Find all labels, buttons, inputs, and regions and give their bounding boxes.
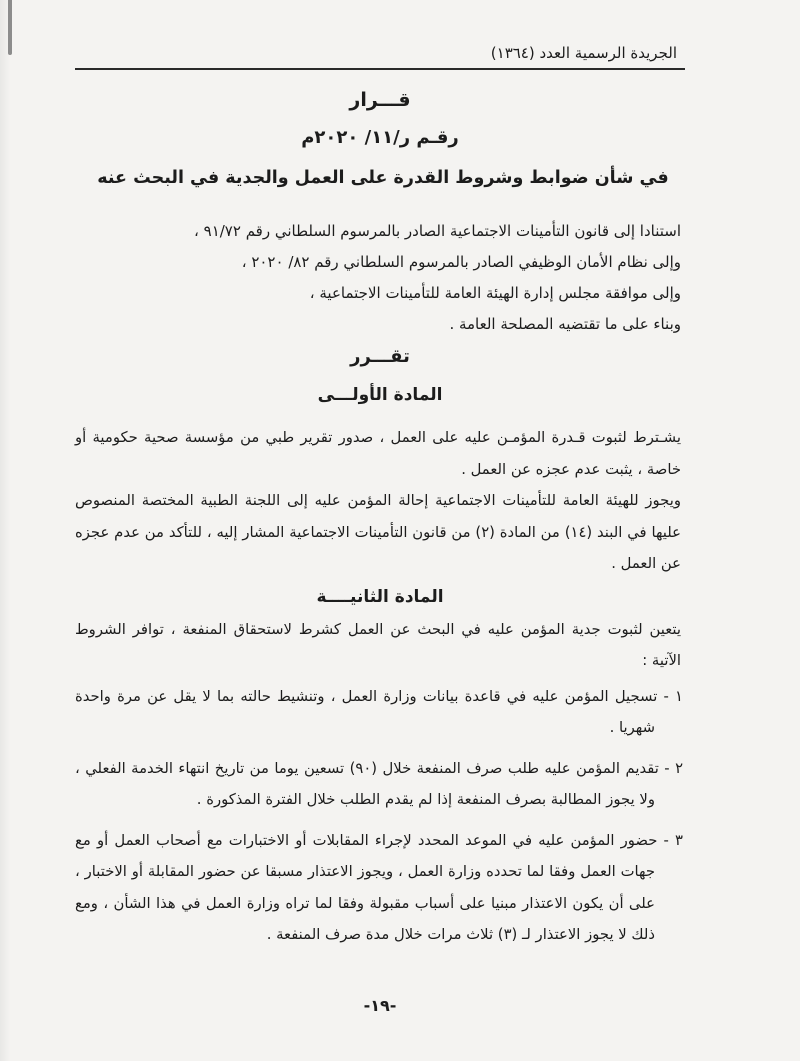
condition-item: ١ - تسجيل المؤمن عليه في قاعدة بيانات وزارة العمل ، وتنشيط حالته بما لا يقل عن مرة واحدة شهريا .	[75, 687, 683, 736]
article-one-paragraph-1: يشـترط لثبوت قـدرة المؤمـن عليه على العمل ، صدور تقرير طبي من مؤسسة صحية حكومية أو خاصة ، يثبت عدم عجزه عن العمل .	[75, 429, 681, 478]
preamble-line: وبناء على ما تقتضيه المصلحة العامة .	[449, 315, 681, 333]
scan-edge	[0, 0, 10, 1061]
condition-item: ٢ - تقديم المؤمن عليه طلب صرف المنفعة خلال (٩٠) تسعين يوما من تاريخ انتهاء الخدمة الفعلي ، ولا يجوز المطالبة بصرف المنفعة إذا لم يقدم الطلب خلال الفترة المذكورة .	[75, 759, 684, 808]
decided-heading: تقـــرر	[350, 346, 410, 367]
preamble	[75, 216, 685, 340]
article-one-heading: المادة الأولـــى	[317, 385, 443, 405]
decision-title: قـــرار	[349, 89, 411, 111]
gazette-header	[75, 38, 685, 70]
scan-artifact-mark	[8, 0, 12, 55]
page-number: -١٩-	[363, 996, 397, 1015]
preamble-line: وإلى موافقة مجلس إدارة الهيئة العامة للتأمينات الاجتماعية ،	[309, 284, 681, 302]
gazette-issue-label: الجريدة الرسمية العدد (١٣٦٤)	[490, 44, 677, 62]
preamble-line: وإلى نظام الأمان الوظيفي الصادر بالمرسوم السلطاني رقم ٨٢/ ٢٠٢٠ ،	[241, 253, 681, 271]
preamble-line: استنادا إلى قانون التأمينات الاجتماعية الصادر بالمرسوم السلطاني رقم ٩١/٧٢ ،	[194, 222, 681, 240]
article-two-intro: يتعين لثبوت جدية المؤمن عليه في البحث عن العمل كشرط لاستحقاق المنفعة ، توافر الشروط الآتية :	[75, 620, 681, 669]
gazette-page	[75, 38, 685, 1015]
decision-subject: في شأن ضوابط وشروط القدرة على العمل والجدية في البحث عنه	[97, 168, 669, 188]
article-one-paragraph-2: ويجوز للهيئة العامة للتأمينات الاجتماعية إحالة المؤمن عليه إلى اللجنة الطبية المختصة المنصوص عليها في البند (١٤) من المادة (٢) من قانون التأمينات الاجتماعية المشار إليه ، للتأكد من عدم عجزه عن العمل .	[75, 492, 681, 572]
article-two-heading: المادة الثانيــــة	[316, 586, 444, 607]
condition-item: ٣ - حضور المؤمن عليه في الموعد المحدد لإجراء المقابلات أو الاختبارات مع أصحاب العمل أو مع جهات العمل وفقا لما تحدده وزارة العمل ، ويجوز الاعتذار مسبقا عن حضور المقابلة أو الاختبار ، على أن يكون الاعتذار مبنيا على أسباب مقبولة وفقا لما تراه وزارة العمل في هذا الشأن ، ومع ذلك لا يجوز الاعتذار لـ (٣) ثلاث مرات خلال مدة صرف المنفعة .	[75, 831, 683, 943]
decision-number: رقـم ر/١١/ ٢٠٢٠م	[301, 127, 459, 148]
